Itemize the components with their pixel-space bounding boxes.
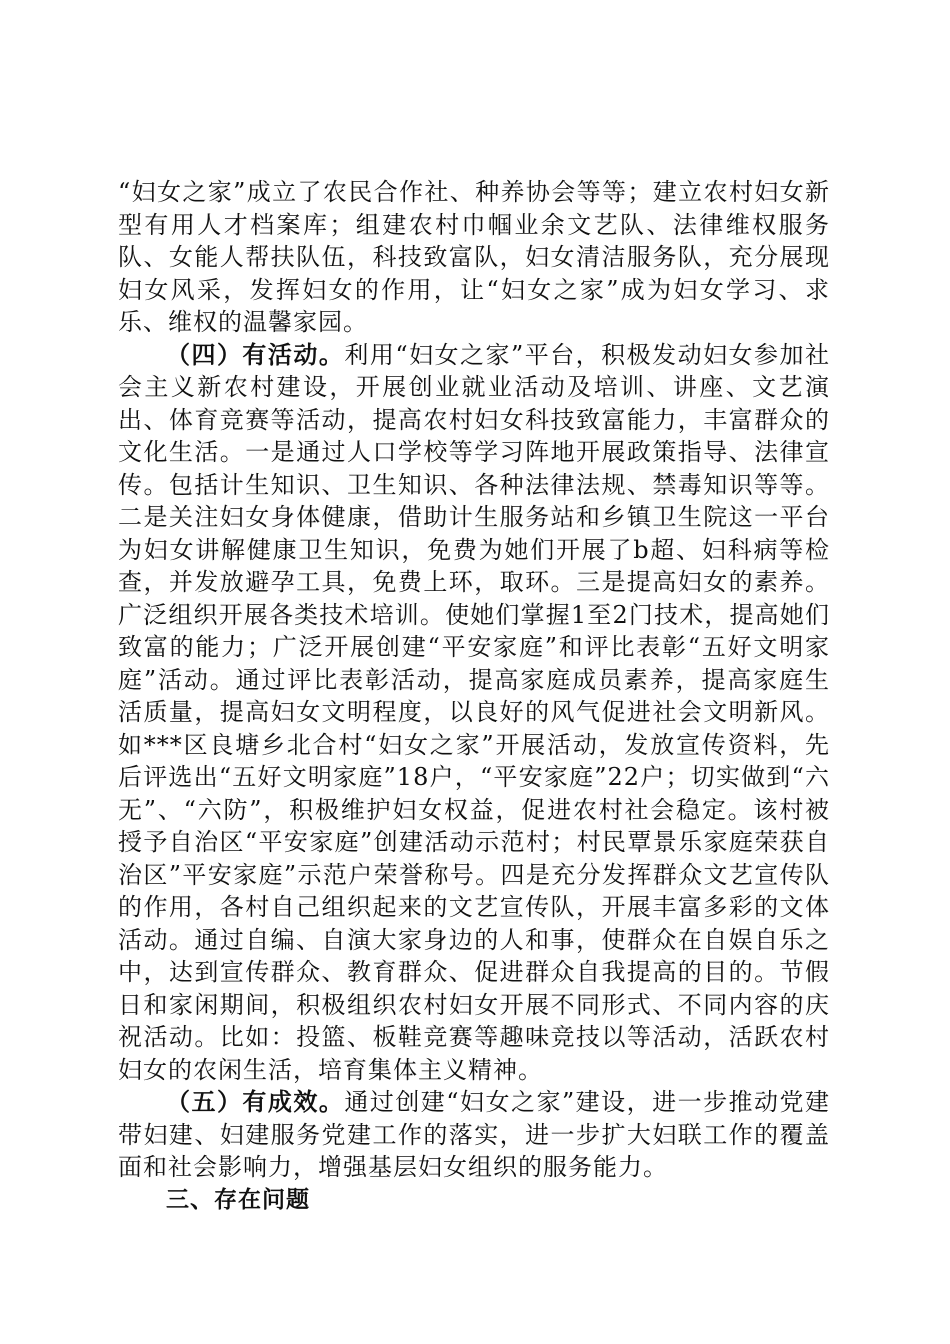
document-body [118,176,830,1216]
paragraph-text: 通过创建“妇女之家”建设，进一步推动党建带妇建、妇建服务党建工作的落实，进一步扩大妇联工作的覆盖面和社会影响力，增强基层妇女组织的服务能力。 [118,1088,830,1181]
paragraph-lead-activities: （四）有活动。 [166,339,345,369]
section-heading: 三、存在问题 [166,1186,310,1213]
paragraph-lead-results: （五）有成效。 [166,1087,345,1116]
paragraph-activities [118,339,830,1087]
paragraph-continuation [118,176,830,339]
paragraph-text: 利用“妇女之家”平台，积极发动妇女参加社会主义新农村建设，开展创业就业活动及培训、讲座、文艺演出、体育竞赛等活动，提高农村妇女科技致富能力，丰富群众的文化生活。一是通过人口学校等学习阵地开展政策指导、法律宣传。包括计生知识、卫生知识、各种法律法规、禁毒知识等等。二是关注妇女身体健康，借助计生服务站和乡镇卫生院这一平台为妇女讲解健康卫生知识，免费为她们开展了b超、妇科病等检查，并发放避孕工具，免费上环，取环。三是提高妇女的素养。广泛组织开展各类技术培训。使她们掌握1至2门技术，提高她们致富的能力；广泛开展创建“平安家庭”和评比表彰“五好文明家庭”活动。通过评比表彰活动，提高家庭成员素养，提高家庭生活质量，提高妇女文明程度，以良好的风气促进社会文明新风。如***区良塘乡北合村“妇女之家”开展活动，发放宣传资料，先后评选出“五好文明家庭”18户，“平安家庭”22户；切实做到“六无”、“六防”，积极维护妇女权益，促进农村社会稳定。该村被授予自治区“平安家庭”创建活动示范村；村民覃景乐家庭荣获自治区”平安家庭”示范户荣誉称号。四是充分发挥群众文艺宣传队的作用，各村自己组织起来的文艺宣传队，开展丰富多彩的文体活动。通过自编、自演大家身边的人和事，使群众在自娱自乐之中，达到宣传群众、教育群众、促进群众自我提高的目的。节假日和家闲期间，积极组织农村妇女开展不同形式、不同内容的庆祝活动。比如：投篮、板鞋竞赛等趣味竞技以等活动，活跃农村妇女的农闲生活，培育集体主义精神。 [118,340,830,1084]
paragraph-results [118,1086,830,1184]
paragraph-text: “妇女之家”成立了农民合作社、种养协会等等；建立农村妇女新型有用人才档案库；组建农村巾帼业余文艺队、法律维权服务队、女能人帮扶队伍，科技致富队，妇女清洁服务队，充分展现妇女风采，发挥妇女的作用，让“妇女之家”成为妇女学习、求乐、维权的温馨家园。 [118,178,830,336]
